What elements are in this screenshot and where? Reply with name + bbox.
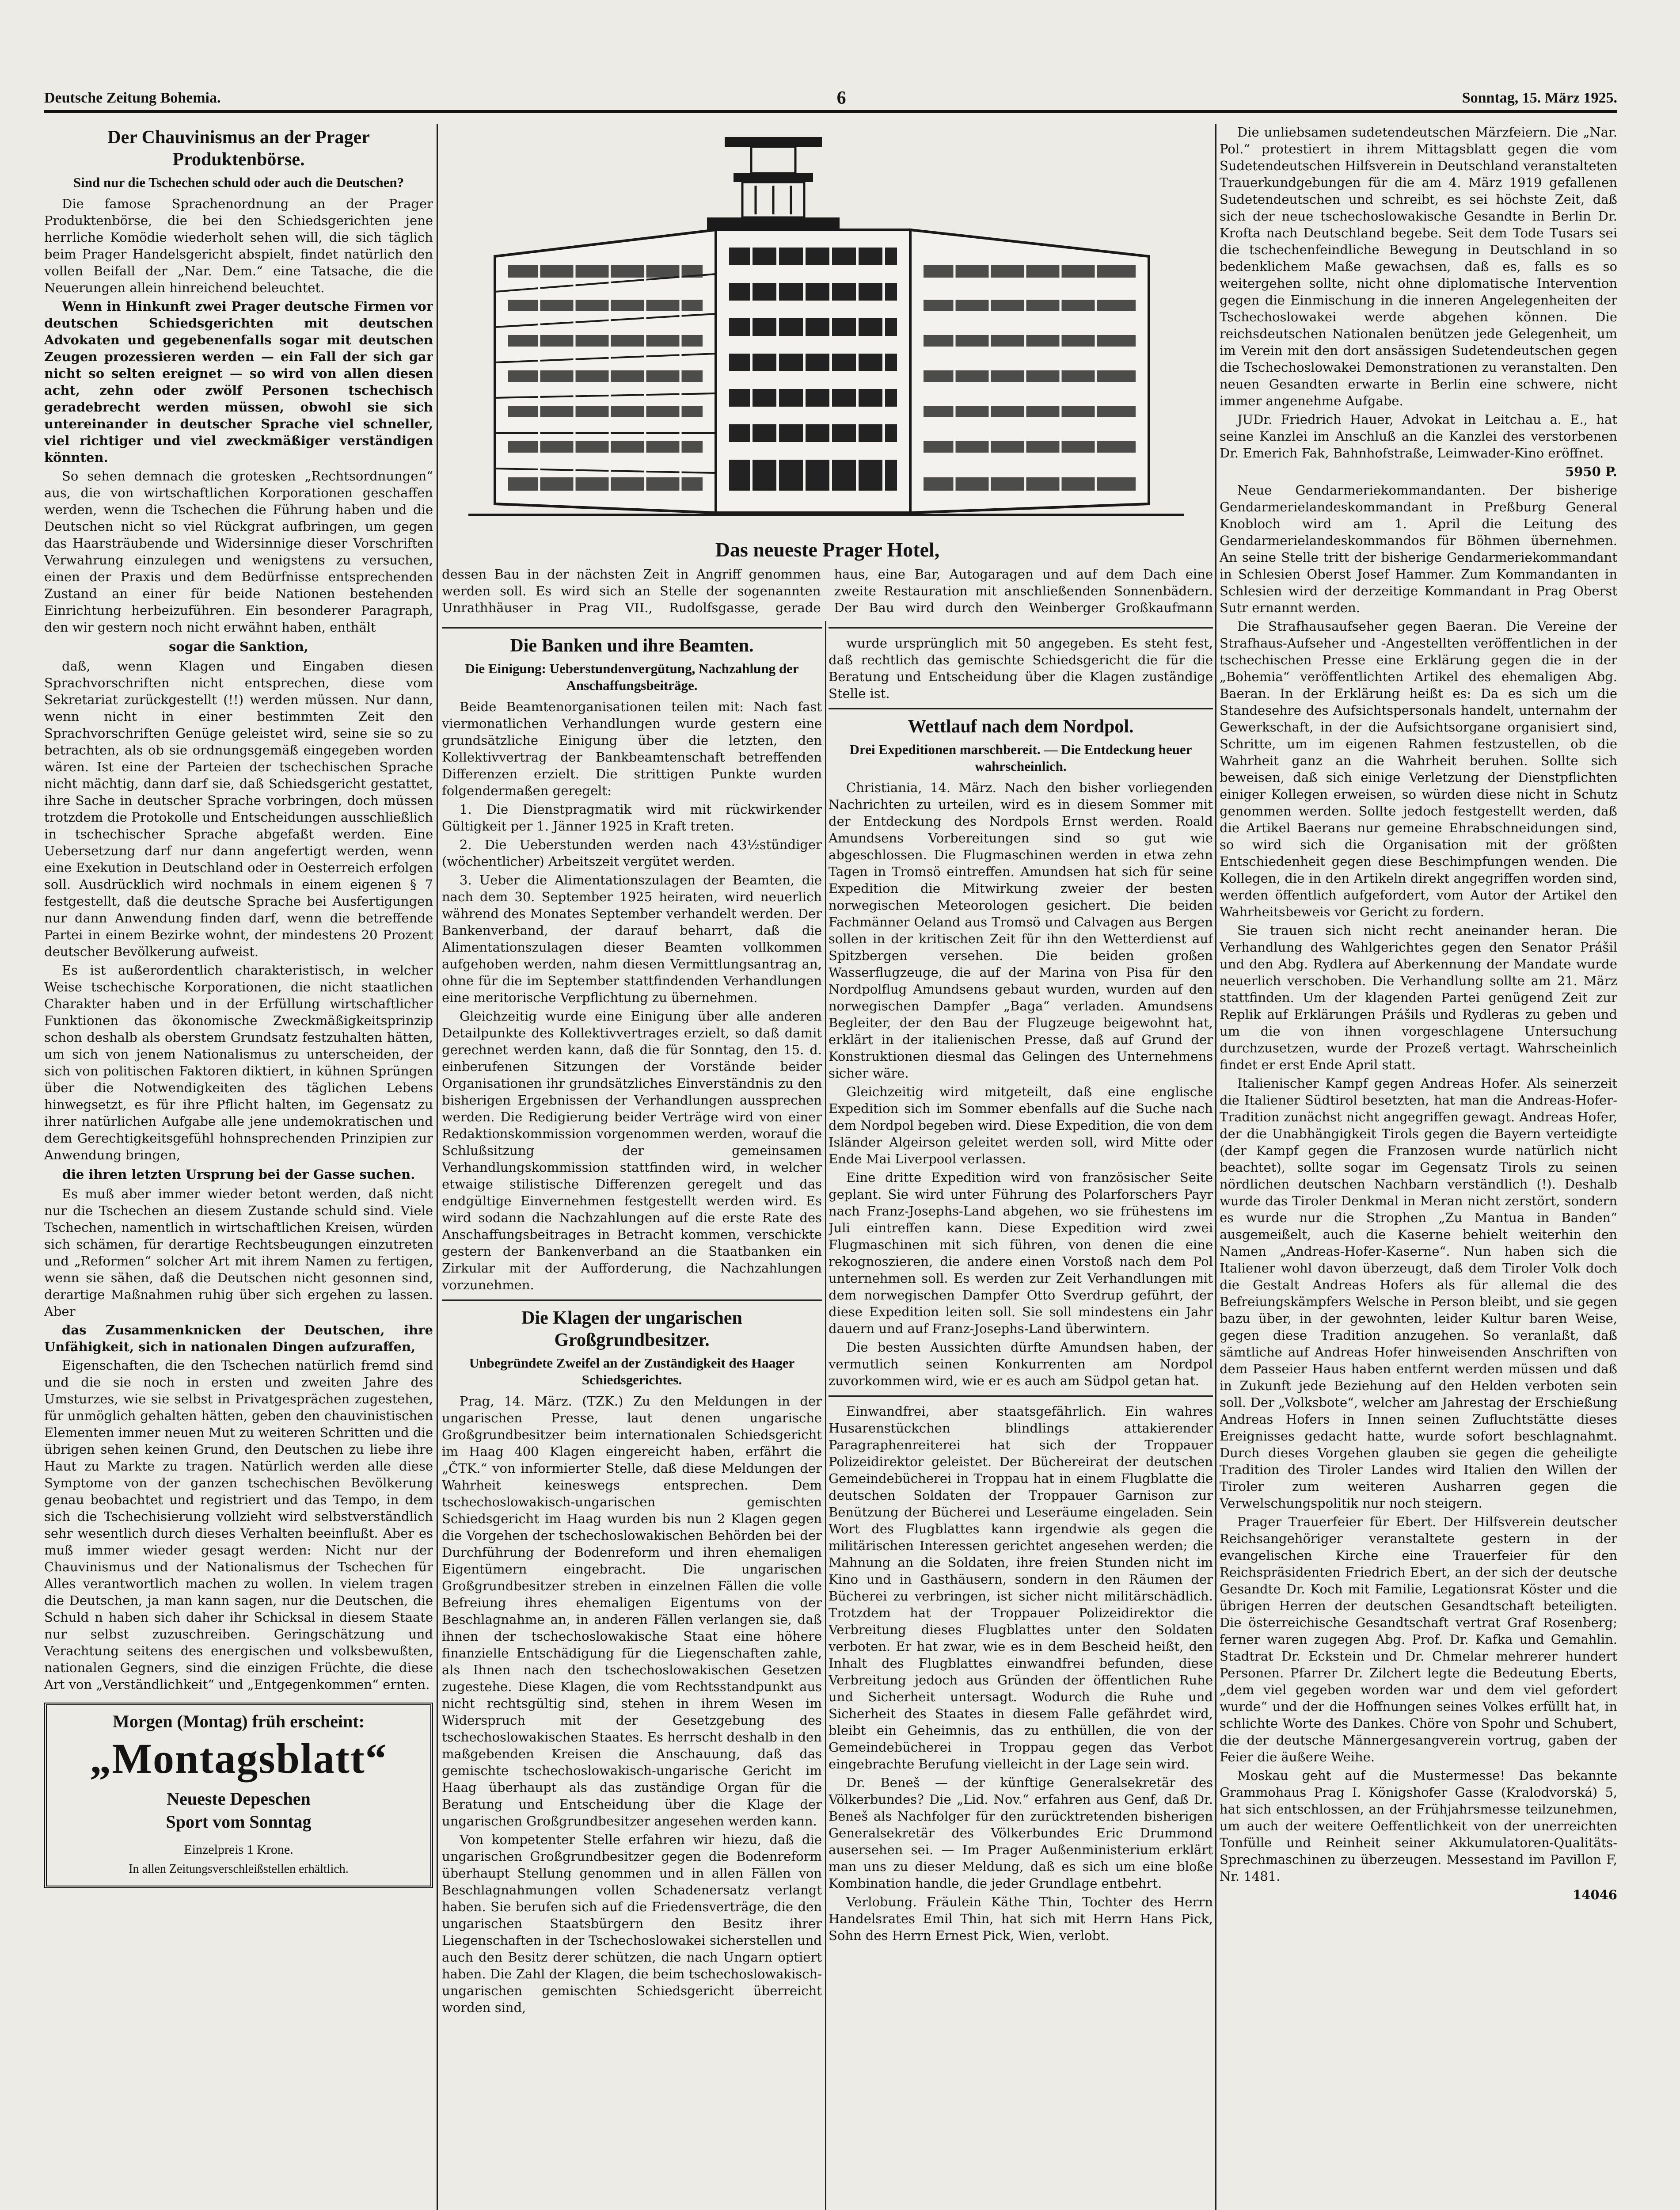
article-subtitle: Sind nur die Tschechen schuld oder auch die Deutschen?: [73, 175, 404, 190]
paragraph: 1. Die Dienstpragmatik wird mit rückwirkender Gültigkeit per 1. Jänner 1925 in Kraft treten.: [442, 802, 822, 834]
paragraph: Es muß aber immer wieder betont werden, daß nicht nur die Tschechen an diesem Zustande schuld sind. Viele Tschechen, namentlich in wirtschaftlichen Kreisen, würden sich schämen, für derartige Rechtsbeugungen einzutreten und „Reformen“ solcher Art mit ihrem Namen zu fertigen, wenn sie sähen, daß die Deutschen nicht gesonnen sind, derartige Maßnahmen ruhig über sich ergehen zu lassen. Aber: [44, 1186, 433, 1319]
column-rule: [825, 621, 826, 2210]
ad-code: 14046: [1573, 1887, 1617, 1902]
paragraph: Christiania, 14. März. Nach den bisher vorliegenden Nachrichten zu urteilen, wird es in diesem Sommer mit der Entdeckung des Nordpols Ernst werden. Roald Amundsens Vorbereitungen sind so gut wie abgeschlossen. Die Flugmaschinen werden in etwa zehn Tagen in Tromsö eintreffen. Amundsen hat sich für seine Expedition die Mitwirkung zweier der besten norwegischen Meteorologen gesichert. Die beiden Fachmänner Oeland aus Tromsö und Calvagen aus Bergen sollen in der kritischen Zeit für ihn den Wetterdienst auf Spitzbergen versehen. Die beiden großen Wasserflugzeuge, die auf der Marina von Pisa für den Nordpolflug Amundsens gebaut wurden, wurden auf den norwegischen Dampfer „Baga“ verladen. Amundsens Begleiter, der den Bau der Flugzeuge beigewohnt hat, erklärt in der italienischen Presse, daß auf Grund der Konstruktionen diesmal das Gelingen des Unternehmens sicher wäre.: [829, 780, 1213, 1081]
article-subtitle: Unbegründete Zweifel an der Zuständigkeit des Haager Schiedsgerichtes.: [469, 1355, 795, 1387]
paragraph: Die besten Aussichten dürfte Amundsen haben, der vermutlich seinen Konkurrenten am Nordpol zuvorkommen wird, wie er es auch am Südpol getan hat.: [829, 1340, 1213, 1388]
divider: [829, 1395, 1213, 1397]
column-rule: [1215, 124, 1216, 2210]
ad-availability: In allen Zeitungsverschleißstellen erhältlich.: [129, 1862, 349, 1876]
masthead-paper-name: Deutsche Zeitung Bohemia.: [44, 90, 221, 106]
paragraph: Eigenschaften, die den Tschechen natürlich fremd sind und die sie noch in ersten und zweiten Jahre des Umsturzes, wie sie selbst in Privatgesprächen zugestehen, für unmöglich gehalten hätten, geben den chauvinistischen Elementen immer neuen Mut zu weiteren Schritten und die übrigen sehen keinen Grund, den Deutschen zu liebe ihre Haut zu Markte zu tragen. Natürlich werden alle diese Symptome von der ganzen tschechischen Bevölkerung genau beobachtet und registriert und das Tempo, in dem sich die Tschechisierung vollzieht wird selbstverständlich sehr wesentlich durch dieses Verhalten beeinflußt. Aber es muß immer wieder gesagt werden: Nicht nur der Chauvinismus und der Nationalismus der Tschechen für Alles verantwortlich machen zu wollen. In vielem tragen die Deutschen, ja man kann sagen, nur die Deutschen, die Schuld n haben sich daher ihr Schicksal in diesem Staate nur selbst zuzuschreiben. Geringschätzung und Verachtung seitens des energischen und volksbewußten, nationalen Gegners, sind die einzigen Früchte, die diese Art von „Verständlichkeit“ und „Entgegenkommen“ ernten.: [44, 1358, 433, 1692]
article-subtitle: Die Einigung: Ueberstundenvergütung, Nachzahlung der Anschaffungsbeiträge.: [465, 661, 799, 693]
paragraph: wurde ursprünglich mit 50 angegeben. Es steht fest, daß rechtlich das gemischte Schiedsgericht die für die Beratung und Entscheidung über die Klagen zuständige Stelle ist.: [829, 636, 1213, 701]
column-3: [829, 621, 1213, 2210]
inline-heading: sogar die Sanktion,: [169, 639, 308, 654]
newspaper-page: [44, 86, 1617, 2210]
paragraph: Moskau geht auf die Mustermesse! Das bekannte Grammohaus Prag I. Königshofer Gasse (Kralodvorská) 5, hat sich entschlossen, an der Frühjahrsmesse teilzunehmen, um auch der weitere Oeffentlichkeit von der unerreichten Tonfülle und Reinheit seiner Akkumulatoren-Qualitäts-Sprechmaschinen zu überzeugen. Messestand im Pavillon F, Nr. 1481.: [1220, 1768, 1617, 1884]
inline-heading: das Zusammenknicken der Deutschen, ihre Unfähigkeit, sich in nationalen Dingen aufzuraffen,: [44, 1322, 433, 1354]
paragraph: Gleichzeitig wird mitgeteilt, daß eine englische Expedition sich im Sommer ebenfalls auf die Suche nach dem Nordpol begeben wird. Diese Expedition, die von dem Isländer Algeirson geleitet werden soll, wird Mitte oder Ende Mai Liverpool verlassen.: [829, 1084, 1213, 1166]
ad-line: Neueste Depeschen: [167, 1789, 311, 1809]
divider: [829, 627, 1213, 629]
illustration-text: [442, 566, 1213, 617]
paragraph: Einwandfrei, aber staatsgefährlich. Ein wahres Husarenstückchen blindlings attakierender Paragraphenreiterei hat sich der Troppauer Polizeidirektor geleistet. Der Büchereirat der deutschen Gemeindebücherei in Troppau hat in einem Flugblatte die deutschen Soldaten der Troppauer Garnison zur Benützung der Bücherei und Leseräume eingeladen. Sein Wort des Flugblattes kann irgendwie als gegen die militärischen Interessen gerichtet angesehen werden; die Mahnung an die Soldaten, ihre freien Stunden nicht im Kino und in Gasthäusern, sondern in den Räumen der Bücherei zu verbringen, ist sicher nicht militärschädlich. Trotzdem hat der Troppauer Polizeidirektor die Verbreitung dieses Flugblattes unter den Soldaten verboten. Er hat zwar, wie es in dem Bescheid heißt, den Inhalt des Flugblattes einwandfrei befunden, diese Verbreitung jedoch aus Gründen der öffentlichen Ruhe und Sicherheit untersagt. Wodurch die Ruhe und Sicherheit des Staates in diesem Falle gefährdet wird, bleibt ein Geheimnis, das zu enthüllen, die von der Gemeindebücherei in Troppau gegen das Verbot eingebrachte Berufung vielleicht in der Lage sein wird.: [829, 1404, 1213, 1772]
column-4: [1220, 124, 1617, 2210]
paragraph: Es ist außerordentlich charakteristisch, in welcher Weise tschechische Korporationen, die nicht staatlichen Charakter haben und in der Erfüllung wirtschaftlicher Funktionen das ökonomische Zweckmäßigkeitsprinzip schon deshalb als oberstem Grundsatz festzuhalten hätten, um sich von jenem Nationalismus zu unterscheiden, der sich von politischen Faktoren diktiert, in kühnen Sprüngen über die Notwendigkeiten des täglichen Lebens hinwegsetzt, es für ihre Pflicht halten, im Gegensatz zu ihrer natürlichen Aufgabe alle jene undemokratischen und dem Gerechtigkeitsgefühl hohnsprechenden Prinzipien zur Anwendung bringen,: [44, 963, 433, 1162]
paragraph: Gleichzeitig wurde eine Einigung über alle anderen Detailpunkte des Kollektivvertrages erzielt, so daß damit gerechnet werden kann, daß die für Sonntag, den 15. d. einberufenen Sitzungen der Vorstände beider Organisationen ihr grundsätzliches Einverständnis zu den bisherigen Ergebnissen der Verhandlungen aussprechen werden. Die Redigierung beider Verträge wird von einer Redaktionskommission vorgenommen werden, worauf die Schlußsitzung der gemeinsamen Verhandlungskommission stattfinden wird, in welcher etwaige stilistische Differenzen geregelt und das endgültige Einvernehmen festgestellt werden wird. Es wird sodann die Nachzahlungen auf die erste Rate des Anschaffungsbeitrages in Betracht kommen, verschickte gestern der Bankenverband an die Staatbanken ein Zirkular mit der Aufforderung, die Nachzahlungen vorzunehmen.: [442, 1009, 822, 1292]
paragraph: Neue Gendarmeriekommandanten. Der bisherige Gendarmerielandeskommandant in Preßburg General Knobloch wird am 1. April die Leitung des Gendarmerielandeskommandos für Böhmen übernehmen. An seine Stelle tritt der bisherige Gendarmeriekommandant in Schlesien Oberst Josef Hammer. Zum Kommandanten in Schlesien wird der derzeitige Kommandant in Prag Oberst Sutr ernannt werden.: [1220, 483, 1617, 615]
article-title: Der Chauvinismus an der Prager Produktenbörse.: [107, 127, 370, 170]
column-2: [442, 621, 822, 2210]
paragraph: Die famose Sprachenordnung an der Prager Produktenbörse, die bei den Schiedsgerichten jene herrliche Komödie wiederholt sehen will, die sich täglich beim Prager Handelsgericht abspielt, findet natürlich den vollen Beifall der „Nar. Dem.“ eine Tatsache, die die Neuerungen allein hinreichend beleuchtet.: [44, 196, 433, 295]
hotel-illustration-area: [442, 124, 1213, 614]
paragraph: So sehen demnach die grotesken „Rechtsordnungen“ aus, die von wirtschaftlichen Korporationen geschaffen werden, wenn die Tschechen die Führung haben und die Deutschen nicht so viel Rückgrat aufbringen, um gegen das Haarsträubende und Widersinnige dieser Vorschriften Verwahrung einzulegen und wenigstens zu versuchen, einen der Praxis und dem Bedürfnisse entsprechenden Zustand an einer für beide Nationen bestehenden Einrichtung herbeizuführen. Ein besonderer Paragraph, den wir gestern noch nicht erwähnt haben, enthält: [44, 469, 433, 635]
paragraph: Prager Trauerfeier für Ebert. Der Hilfsverein deutscher Reichsangehöriger veranstaltete gestern in der evangelischen Kirche eine Trauerfeier für den Reichspräsidenten Friedrich Ebert, an der sich der deutsche Gesandte Dr. Koch mit Familie, Legationsrat Köster und die übrigen Herren der deutschen Gesandtschaft beteiligten. Die österreichische Gesandtschaft vertrat Graf Rosenberg; ferner waren zugegen Abg. Prof. Dr. Kafka und Gemahlin. Stadtrat Dr. Eckstein und Dr. Chmelar mehrerer hundert Personen. Pfarrer Dr. Zilchert legte die Bedeutung Eberts, „dem viel gegeben worden war und dem viel gefordert wurde“ und der die Hoffnungen seines Volkes erfüllt hat, in schlichte Worte des Dankes. Chöre von Spohr und Schubert, die der deutsche Männergesangverein vortrug, gaben der Feier die äußere Weihe.: [1220, 1514, 1617, 1764]
article-title: Die Banken und ihre Beamten.: [510, 636, 754, 656]
page-number: 6: [836, 88, 846, 108]
inline-heading: die ihren letzten Ursprung bei der Gasse suchen.: [62, 1167, 415, 1182]
column-rule: [437, 124, 438, 2210]
ad-price: Einzelpreis 1 Krone.: [184, 1842, 293, 1857]
illustration-text-right: haus, eine Bar, Autogaragen und auf dem Dach eine zweite Restauration mit anschließenden Sonnenbädern. Der Bau wird durch den Weinberger Großkaufmann: [834, 567, 1213, 615]
ad-announcement: Morgen (Montag) früh erscheint:: [113, 1711, 365, 1731]
divider: [829, 708, 1213, 709]
ad-line: Sport vom Sonntag: [166, 1812, 312, 1832]
masthead: [44, 86, 1617, 113]
article-title: Wettlauf nach dem Nordpol.: [908, 716, 1134, 737]
ad-title: „Montagsblatt“: [90, 1735, 388, 1782]
paragraph: Italienischer Kampf gegen Andreas Hofer. Als seinerzeit die Italiener Südtirol besetzten, hat man die Andreas-Hofer-Tradition zunächst nicht angegriffen gewagt. Andreas Hofer, der die Unabhängigkeit Tirols gegen die Bayern verteidigte (der Kampf gegen die Franzosen wurde natürlich nicht beachtet), sollte sogar im Gegensatz Tirols zu seinen nördlichen deutschen Nachbarn verständlich (!). Deshalb wurde das Tiroler Denkmal in Meran nicht zerstört, sondern es wurde nur die Strophen „Zu Mantua in Banden“ ausgemeißelt, auch die Kaserne behielt weiterhin den Namen „Andreas-Hofer-Kaserne“. Nun haben sich die Italiener wohl davon überzeugt, daß dem Tiroler Volk doch die Gestalt Andreas Hofers als für allemal die des Befreiungskämpfers Welsche in Person bleibt, und sie gegen bazu über, in der gewohnten, leider Kultur baren Weise, gegen diese Tradition anzugehen. So veranlaßt, daß sämtliche auf Andreas Hofer hinweisenden Anschriften von dem Passeier Haus haben entfernt werden müssen und daß in Zukunft jede Beziehung auf den Helden verboten sein soll. Der „Volksbote“, welcher am Jahrestag der Erschießung Andreas Hofers in Innen seinen Zufluchtstätte dieses Ereignisses gedacht hatte, wurde sofort beschlagnahmt. Durch dieses Vorgehen glauben sie gegen die geheiligte Tradition des Tiroler Landes wird Italien den Willen der Tiroler zum weiteren Ausharren gegen die Verwelschungspolitik nur noch steigern.: [1220, 1076, 1617, 1511]
article-title: Die Klagen der ungarischen Großgrundbesitzer.: [521, 1308, 742, 1350]
paragraph: Von kompetenter Stelle erfahren wir hiezu, daß die ungarischen Großgrundbesitzer gegen die Bodenreform überhaupt Stellung genommen und in allen Fällen von Beschlagnahmungen vollen Schadenersatz verlangt haben. Sie berufen sich auf die Friedensverträge, die den ungarischen Staatsbürgern den Besitz ihrer Liegenschaften in der Tschechoslowakei sicherstellen und auch den Besitz derer schützen, die nach Ungarn optiert haben. Die Zahl der Klagen, die beim tschechoslowakisch-ungarischen gemischten Schiedsgericht überreicht worden sind,: [442, 1832, 822, 2015]
paragraph: Beide Beamtenorganisationen teilen mit: Nach fast viermonatlichen Verhandlungen wurde gestern eine grundsätzliche Einigung über die letzten, den Kollektivvertrag der Bankbeamtenschaft betreffenden Differenzen erzielt. Die strittigen Punkte wurden folgendermaßen geregelt:: [442, 699, 822, 798]
illustration-text-left: dessen Bau in der nächsten Zeit in Angriff genommen werden soll. Es wird sich an Stelle der sogenannten Unrathhäuser in Prag VII., Rudolfsgasse, gerade: [442, 567, 821, 615]
paragraph: 2. Die Ueberstunden werden nach 43½stündiger (wöchentlicher) Arbeitszeit vergütet werden.: [442, 837, 822, 869]
montagsblatt-advertisement: [44, 1703, 433, 1888]
ad-code: 5950 P.: [1565, 464, 1617, 479]
hotel-illustration: [442, 124, 1213, 566]
paragraph: 3. Ueber die Alimentationszulagen der Beamten, die nach dem 30. September 1925 heiraten, wird neuerlich während des Monates September verhandelt werden. Der Bankenverband, der darauf beharrt, daß die Alimentationszulagen dieser Beamten vollkommen aufgehoben werden, nahm diesen Vermittlungsantrag an, ohne für die im September stattfindenden Verhandlungen eine meritorische Verpflichtung zu übernehmen.: [442, 873, 822, 1005]
paragraph: Prag, 14. März. (TZK.) Zu den Meldungen in der ungarischen Presse, laut denen ungarische Großgrundbesitzer beim internationalen Schiedsgericht im Haag 400 Klagen eingereicht haben, erfährt die „ČTK.“ von informierter Stelle, daß diese Meldungen der Wahrheit keineswegs entsprechen. Dem tschechoslowakisch-ungarischen gemischten Schiedsgericht im Haag wurden bis nun 2 Klagen gegen die Vorgehen der tschechoslowakischen Behörden bei der Durchführung der Bodenreform und ihren ehemaligen Eigentümern eingebracht. Die ungarischen Großgrundbesitzer streben in einzelnen Fällen die volle Befreiung ihres ehemaligen Eigentums von der Beschlagnahme an, in anderen Fällen verlangen sie, daß ihnen der tschechoslowakische Staat eine höhere finanzielle Entschädigung für die Liegenschaften zahle, als Ihnen nach den tschechoslowakischen Gesetzen zugestehe. Diese Klagen, die vom Rechtsstandpunkt aus nicht rechtsgültig sind, stehen in ihrem Wesen im Widerspruch mit der Gesetzgebung des tschechoslowakischen Staates. Es herrscht deshalb in den maßgebenden Kreisen die Anschauung, daß das gemischte tschechoslowakisch-ungarische Gericht im Haag überhaupt als das zuständige Organ für die Beratung und Entscheidung über die Klage der ungarischen Großgrundbesitzer angesehen werden kann.: [442, 1394, 822, 1829]
paragraph: Dr. Beneš — der künftige Generalsekretär des Völkerbundes? Die „Lid. Nov.“ erfahren aus Genf, daß Dr. Beneš als Nachfolger für den zurücktretenden bisherigen Generalsekretär des Völkerbundes Eric Drummond ausersehen sei. — Im Prager Außenministerium erklärt man uns zu dieser Meldung, daß es sich um eine bloße Kombination handle, die jeder Grundlage entbehrt.: [829, 1775, 1213, 1891]
divider: [442, 1299, 822, 1301]
illustration-caption: Das neueste Prager Hotel,: [715, 538, 940, 561]
paragraph: Wenn in Hinkunft zwei Prager deutsche Firmen vor deutschen Schiedsgerichten mit deutschen Advokaten und gegebenenfalls sogar mit deutschen Zeugen prozessieren werden — ein Fall der sich gar nicht so selten ereignet — so wird von allen diesen acht, zehn oder zwölf Personen tschechisch geradebrecht werden müssen, obwohl sie sich untereinander in deutscher Sprache viel schneller, viel richtiger und viel zweckmäßiger verständigen könnten.: [44, 299, 433, 465]
column-1: [44, 124, 433, 2210]
paragraph: Die unliebsamen sudetendeutschen Märzfeiern. Die „Nar. Pol.“ protestiert in ihrem Mittagsblatt gegen die vom Sudetendeutschen Hilfsverein in Deutschland veranstalteten Trauerkundgebungen für die am 4. März 1919 gefallenen Sudetendeutschen und schreibt, es sei höchste Zeit, daß sich der neue tschechoslowakische Gesandte in Berlin Dr. Krofta nach Deutschland begebe. Seit dem Tode Tusars sei die tschechenfeindliche Bewegung in Deutschland in so bedenklichem Maße gewachsen, daß es, falls es so weitergehen sollte, nicht ohne diplomatische Intervention gegen die Einmischung in die inneren Angelegenheiten der Tschechoslowakei werde abgehen können. Die reichsdeutschen Nationalen benützen jede Gelegenheit, um im Verein mit den dort ansässigen Sudetendeutschen gegen die Tschechoslowakei Demonstrationen zu veranstalten. Den neuen Gesandten erwarte in Berlin eine schwere, nicht immer angenehme Aufgabe.: [1220, 125, 1617, 408]
paragraph: Sie trauen sich nicht recht aneinander heran. Die Verhandlung des Wahlgerichtes gegen den Senator Prášil und den Abg. Rydlera auf Aberkennung der Mandate wurde neuerlich verschoben. Die Verhandlung sollte am 21. März stattfinden. Um der klagenden Partei genügend Zeit zur Replik auf Erklärungen Prášils und Rydleras zu geben und um die von ihnen vorgeschlagene Untersuchung durchzusetzen, wurde der Prozeß vertagt. Wahrscheinlich findet er erst Ende April statt.: [1220, 923, 1617, 1072]
paragraph: Verlobung. Fräulein Käthe Thin, Tochter des Herrn Handelsrates Emil Thin, hat sich mit Herrn Hans Pick, Sohn des Herrn Ernest Pick, Wien, verlobt.: [829, 1894, 1213, 1943]
article-subtitle: Drei Expeditionen marschbereit. — Die Entdeckung heuer wahrscheinlich.: [849, 742, 1192, 774]
paragraph: Eine dritte Expedition wird von französischer Seite geplant. Sie wird unter Führung des Polarforschers Payr nach Franz-Josephs-Land abgehen, wo sie frühestens im Juli eintreffen kann. Diese Expedition wird zwei Flugmaschinen mit sich führen, von denen die eine rekognoszieren, die andere einen Vorstoß nach dem Pol unternehmen soll. Es werden zur Zeit Verhandlungen mit dem norwegischen Dampfer Otto Sverdrup geführt, der diese Expedition leiten soll. Sie soll mindestens ein Jahr dauern und auf Franz-Josephs-Land überwintern.: [829, 1170, 1213, 1336]
divider: [442, 627, 822, 629]
paragraph: daß, wenn Klagen und Eingaben diesen Sprachvorschriften nicht entsprechen, diese vom Sekretariat zurückgestellt (!!) werden müssen. Nur dann, wenn nicht in einer bestimmten Zeit den Sprachvorschriften Genüge geleistet wird, seine sie so zu betrachten, als ob sie ordnungsgemäß eingegeben worden wären. Ist eine der Parteien der tschechischen Sprache nicht mächtig, dann darf sie, daß Schiedsgericht gestattet, ihre Sache in deutscher Sprache vorbringen, doch müssen trotzdem die Protokolle und Entscheidungen ausschließlich in tschechischer Sprache abgefaßt werden. Eine Uebersetzung darf nur dann angefertigt werden, wenn eine Exekution in Deutschland oder in Oesterreich erfolgen soll. Ausdrücklich wird nochmals in einem eigenen § 7 festgestellt, daß die deutsche Sprache bei Ausfertigungen nur dann Anwendung finden darf, wenn die betreffende Partei in einem Bezirke wohnt, der mindestens 20 Prozent deutscher Bevölkerung aufweist.: [44, 659, 433, 959]
paragraph: JUDr. Friedrich Hauer, Advokat in Leitchau a. E., hat seine Kanzlei im Anschluß an die Kanzlei des verstorbenen Dr. Emerich Fak, Bahnhofstraße, Leimwader-Kino eröffnet.: [1220, 412, 1617, 461]
masthead-date: Sonntag, 15. März 1925.: [1462, 90, 1617, 106]
paragraph: Die Strafhausaufseher gegen Baeran. Die Vereine der Strafhaus-Aufseher und -Angestellten veröffentlichen in der tschechischen Presse eine Erklärung gegen die in der „Bohemia“ veröffentlichten Artikel des ehemaligen Abg. Baeran. In der Erklärung heißt es: Da es sich um die Standesehre des Aufsichtspersonals handelt, unternahm der Gewerkschaft, in der die Aufsichtsorgane organisiert sind, Schritte, um im eigenen Rahmen festzustellen, ob die Wahrheit ganz an die Wahrheit beruhen. Sollte sich beweisen, daß sich einige Verletzung der Dienstpflichten einiger Kollegen erweisen, so würden diese nicht in Schutz genommen werden. Sollte jedoch festgestellt werden, daß die Artikel Baerans nur gemeine Ehrabschneidungen sind, so wird sich die Organisation mit der größten Entschiedenheit gegen diese Beschimpfungen wenden. Die Kollegen, die in den Artikeln direkt angegriffen worden sind, werden öffentlich aufgefordert, vom Autor der Artikel den Wahrheitsbeweis vor Gericht zu fordern.: [1220, 619, 1617, 919]
